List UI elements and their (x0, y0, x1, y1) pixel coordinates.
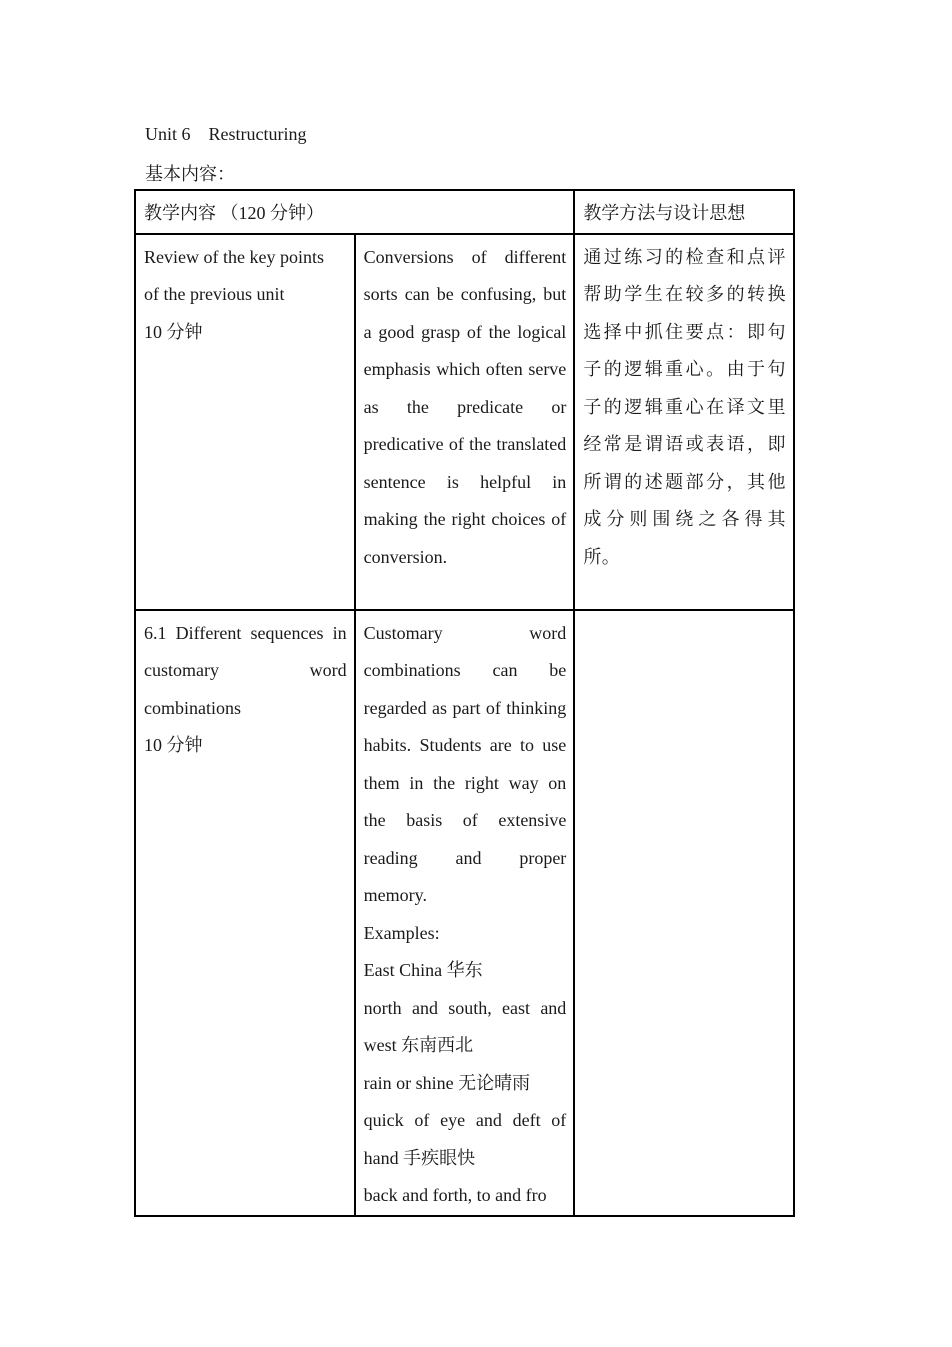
topic-cell (135, 234, 355, 610)
content-cell: Conversions of different sorts can be confusing, but a good grasp of the logical emphasis which often serve as the predicate or predicative of the translated sentence is helpful in making the right choices of conversion. (355, 234, 575, 610)
example-item: back and forth, to and fro (363, 1185, 547, 1205)
content-paragraph: Customary word combinations can be regarded as part of thinking habits. Students are to use them in the right way on the basis of extensive reading and proper memory. (363, 622, 567, 905)
topic-cell (135, 610, 355, 1216)
header-method-cell: 教学方法与设计思想 (574, 190, 794, 234)
topic-line: 6.1 Different sequences in customary word combinations (144, 622, 347, 718)
lesson-table (134, 189, 795, 1217)
method-cell: 通过练习的检查和点评帮助学生在较多的转换选择中抓住要点：即句子的逻辑重心。由于句子的逻辑重心在译文里经常是谓语或表语，即所谓的述题部分，其他成分则围绕之各得其所。 (574, 234, 794, 610)
page-title: Unit 6 Restructuring (145, 124, 307, 144)
topic-duration: 10 分钟 (144, 321, 203, 342)
topic-line: Review of the key points (144, 246, 324, 267)
table-row (135, 610, 794, 1216)
example-item: north and south, east and west 东南西北 (363, 997, 567, 1055)
content-cell (355, 610, 575, 1216)
example-item: rain or shine 无论晴雨 (363, 1072, 531, 1093)
header-content-cell: 教学内容 （120 分钟） (135, 190, 574, 234)
topic-line: of the previous unit (144, 284, 285, 304)
example-item: East China 华东 (363, 960, 483, 980)
topic-duration: 10 分钟 (144, 735, 203, 755)
example-item: quick of eye and deft of hand 手疾眼快 (363, 1110, 567, 1168)
table-header-row (135, 190, 794, 234)
section-subtitle: 基本内容： (145, 164, 235, 184)
method-cell (574, 610, 794, 1216)
table-row (135, 234, 794, 610)
examples-label: Examples: (363, 922, 440, 943)
